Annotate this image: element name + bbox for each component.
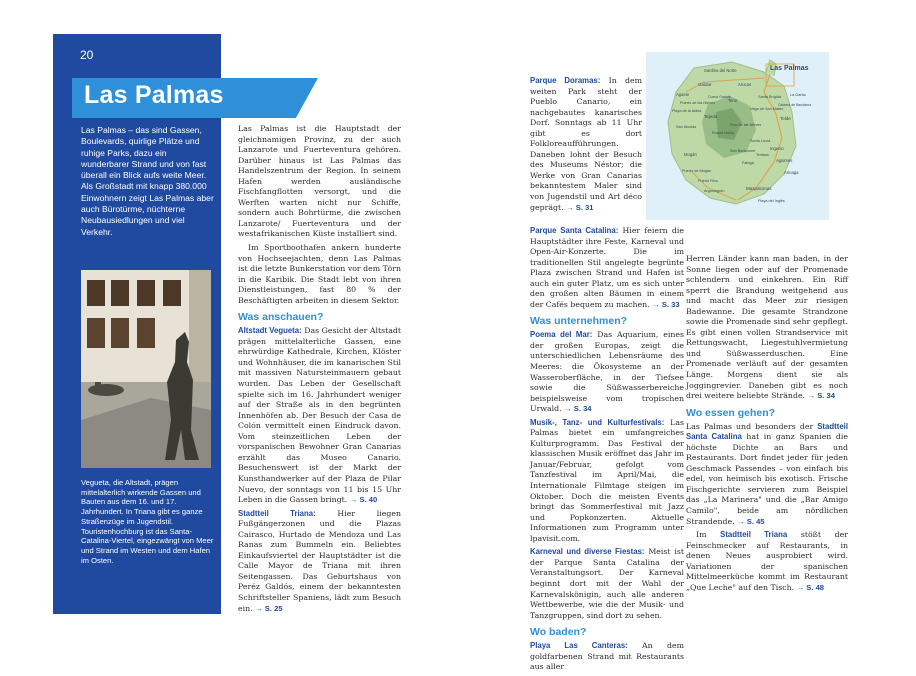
page-reference-link[interactable]: → S. 34 <box>564 404 592 414</box>
entry-term: Altstadt Vegueta: <box>238 326 302 336</box>
map-place-label: Ingenio <box>770 146 784 151</box>
section-heading-activities: Was unternehmen? <box>530 315 628 328</box>
map-place-label: Tejeda <box>704 114 718 119</box>
page-number: 20 <box>80 48 94 62</box>
intro-text: Las Palmas – das sind Gassen, Boulevards, quirlige Plätze und ruhige Parks, dazu ein wunderbarer Strand und von fast überall ein Blick aufs weite Meer. Als Großstadt mit knapp 380.000 Einwohnern zeigt Las Palmas aber auch Bürotürme, nüchterne Neubausiedlungen und viel Verkehr. <box>81 125 214 237</box>
map-place-label: Las Palmas <box>770 65 809 72</box>
map-place-label: Santa Brígida <box>758 95 782 99</box>
map-place-label: La Garita <box>790 93 806 97</box>
paragraph: Las Palmas ist die Hauptstadt der gleichnamigen Provinz, zu der auch Lanzarote und Fuerteventura gehören. Darüber hinaus ist Las Palmas das Handelszentrum der Region. In seinem Hafen werden ausländische Fischfangflotten versorgt, und die Werften warten nicht nur Schiffe, sondern auch Bohrtürme, die zwischen Lanzarote/ Fuerteventura und der westafrikanischen Küste installiert sind. <box>238 124 401 239</box>
entry-doramas <box>530 76 642 213</box>
map-place-label: Sardina del Norte <box>704 68 737 73</box>
entry-vegueta <box>238 326 401 505</box>
paragraph <box>686 254 848 402</box>
map-place-label: San Nicolás <box>676 125 697 129</box>
entry-term: Parque Doramas: <box>530 76 601 85</box>
entry-text: Las Palmas bietet ein umfangreiches Kulturprogramm. Das Festival der klassischen Musik eröffnet das Jahr im Januar/Februar, gefolgt vom Tanzfestival im April/Mai, die Internationale Filmtage steigen im Oktober. Doch die meisten Events bringt das Sommerfestival mit Jazz und Popkonzerten. Aktuelle Informationen zum Programm unter lpavisit.com. <box>530 417 684 543</box>
paragraph-text: hat in ganz Spanien die höchste Dichte an Bars und Restaurants. Dort findet jeder für jeden Geschmack Passendes – von einfach bis edel, von heimisch bis exotisch. Frische Fischgerichte servieren zum Beispiel das „La Marinera" und die „Bar Amigo Camilo", beide am nördlichen Strandende. <box>686 432 848 526</box>
entry-text: In dem weiten Park steht der Pueblo Canario, ein nachgebautes kanarisches Dorf. Sonntags ab 11 Uhr gibt es dort Folkloreaufführungen. Daneben lohnt der Besuch des Museums Néstor; die Werke von Gran Canarias bekanntestem Maler sind von Jugendstil und Art déco geprägt. <box>530 76 642 212</box>
map-place-label: Arguineguín <box>704 189 725 193</box>
entry-text: Hier liegen Fußgängerzonen und die Plazas Cairasco, Hurtado de Mendoza und Las Ranas zum Bummeln ein. Beliebtes Einkaufsviertel der Hauptstädter ist die Calle Mayor de Triana mit ihren Seitengassen. Das Geburtshaus von Peréz Galdós, einem der bekanntesten Schriftsteller Spaniens, lädt zum Besuch ein. <box>238 508 401 613</box>
map-place-label: Arinaga <box>784 170 799 175</box>
map-place-label: Caldera de Bandama <box>778 103 812 107</box>
entry-term: Playa Las Canteras: <box>530 641 628 651</box>
entry-karneval <box>530 547 684 621</box>
page-reference-link[interactable]: → S. 34 <box>807 391 835 401</box>
entry-text: Hier feiern die Hauptstädter ihre Feste, Karneval und Open-Air-Konzerte. Die im traditionellen Stil angelegte begrünte Plaza zwischen Strand und Hafen ist auch ein guter Platz, um es sich unter den großen alten Bäumen in einem der Cafés bequem zu machen. <box>530 226 684 309</box>
paragraph: Im Sportboothafen ankern hunderte von Hochseejachten, denn Las Palmas ist die letzte Bunkerstation vor dem Törn in die Karibik. Die Stadt lebt von ihren Dienstleistungen, fast 80 % der Beschäftigten arbeiten in diesem Sektor. <box>238 243 401 305</box>
vegueta-photo <box>81 270 211 468</box>
entry-term: Stadtteil Triana: <box>238 508 316 518</box>
map-place-label: Telde <box>780 116 791 121</box>
column-3 <box>686 254 848 596</box>
entry-poema-del-mar <box>530 330 684 414</box>
entry-text: Das Gesicht der Altstadt prägen mittelalterliche Gassen, eine ehrwürdige Kathedrale, Kirchen, Klöster und Wohnhäuser, die im kanarischen Stil mit massiven Natursteinmauern gebaut wurden. Das Leben der Gesellschaft spielte sich im 16. Jahrhundert weniger auf der Straße als in den begrünten Innenhöfen ab. Der Besuch der Casa de Colón vermittelt einen Eindruck davon. Vom steinzeitlichen Leben der vorspanischen Bewohner Gran Canarias erzählt das Museo Canario. Besuchenswert ist der Markt der Kunsthandwerker auf der Plaza de Pilar Nuevo, der sonntags von 11 bis 15 Uhr Leben in die Gassen bringt. <box>238 326 402 505</box>
entry-santa-catalina <box>530 226 684 310</box>
section-heading-sights: Was anschauen? <box>238 311 324 324</box>
entry-term: Stadtteil Santa Catalina <box>686 421 848 442</box>
entry-term: Parque Santa Catalina: <box>530 226 619 235</box>
paragraph-text: Herren Länder kann man baden, in der Sonne liegen oder auf der Promenade schlendern und einkehren. Ein Riff sperrt die Brandung weitgehend aus und macht das Meer zur riesigen Badewanne. Die gesamte Strandzone sowie die Promenade sind sehr gepflegt. Es gibt einen vollen Strandservice mit Rettungswacht, Liegestuhlvermietung und Süßwasserduschen. Eine Promenade verläuft auf der gesamten Länge. Morgens dient sie als Joggingrevier. Daneben gibt es noch drei weitere beliebte Strände. <box>686 254 848 401</box>
map-place-label: Puerto de Mogán <box>682 169 712 173</box>
paragraph <box>686 422 848 527</box>
page-title: Las Palmas <box>84 81 224 109</box>
entry-term: Musik-, Tanz- und Kulturfestivals: <box>530 417 665 427</box>
map-place-label: Puerto de las Nieves <box>680 101 716 105</box>
page-reference-link[interactable]: → S. 31 <box>566 202 594 212</box>
map-place-label: Vega de San Mateo <box>750 107 784 111</box>
map-place-label: Cueva Grande <box>708 95 731 99</box>
map-place-label: Mogán <box>684 152 697 157</box>
map-place-label: Playa de la Aldea <box>672 109 702 113</box>
map-place-label: Puerto Rico <box>698 179 718 183</box>
map-place-label: Temisas <box>756 153 769 157</box>
map-place-label: Santa Lucía <box>750 139 771 143</box>
island-map <box>646 52 829 220</box>
section-heading-eat: Wo essen gehen? <box>686 406 776 419</box>
map-place-label: Arucas <box>738 82 752 87</box>
entry-triana <box>238 509 401 614</box>
entry-text: Das Aquarium, eines der großen Europas, zeigt die unterschiedlichen Lebensräume des Meeres: die Ökosysteme an der Wasseroberfläche, in der Tiefsee sowie die Süßwasserbereiche beispielsweise vom tropischen Urwald. <box>530 330 684 414</box>
map-place-label: Agüimes <box>776 158 793 163</box>
entry-las-canteras <box>530 641 684 673</box>
column-2 <box>530 226 684 676</box>
photo-caption: Vegueta, die Altstadt, prägen mittelalterlich wirkende Gassen und Bauten aus dem 16. und 17. Jahrhundert. In Triana gibt es ganze Straßenzüge im Jugendstil. Touristenhochburg ist das Santa-Catalina-Viertel, eingezwängt von Meer und Strand im Westen und dem Hafen im Osten. <box>81 478 214 565</box>
map-place-label: Pico de las Nieves <box>730 123 762 127</box>
entry-festivals <box>530 418 684 545</box>
entry-term: Poema del Mar: <box>530 330 593 340</box>
paragraph-text: Im <box>696 530 721 540</box>
map-place-label: San Bartolomé <box>730 149 756 153</box>
column-2-top <box>530 76 642 216</box>
page-reference-link[interactable]: → S. 33 <box>652 299 680 309</box>
map-place-label: Playa del Inglés <box>758 199 785 203</box>
entry-term: Stadtteil Triana <box>720 530 788 540</box>
map-place-label: Teror <box>728 98 738 103</box>
page-reference-link[interactable]: → S. 25 <box>255 603 283 613</box>
page-reference-link[interactable]: → S. 40 <box>349 495 378 505</box>
map-place-label: Fataga <box>742 161 754 165</box>
map-place-label: Agaete <box>676 92 690 97</box>
paragraph-text: stößt der Feinschmecker auf Restaurants, in denen Neues ausprobiert wird. Variationen der spanischen Mittelmeerküche kommt im Restaurant „Que Leche" auf den Tisch. <box>686 530 848 592</box>
page-reference-link[interactable]: → S. 45 <box>737 516 765 526</box>
map-place-label: Maspalomas <box>746 186 772 191</box>
section-heading-swim: Wo baden? <box>530 626 587 639</box>
paragraph-text: Las Palmas und besonders der <box>686 421 818 431</box>
map-place-label: Gáldar <box>698 82 712 87</box>
paragraph <box>686 530 848 593</box>
entry-term: Karneval und diverse Fiestas: <box>530 547 645 557</box>
column-1 <box>238 124 401 617</box>
entry-text: An dem goldfarbenen Strand mit Restaurants aus aller <box>530 641 684 672</box>
page-reference-link[interactable]: → S. 48 <box>796 582 825 592</box>
map-place-label: Roque Nublo <box>712 131 735 135</box>
entry-text: Meist ist der Parque Santa Catalina der Veranstaltungsort. Der Karneval beginnt dort mit der Wahl der Karnevalskönigin, auch alle anderen Wettbewerbe, wie die der Musik- und Tanzgruppen, sind dort zu sehen. <box>530 547 684 620</box>
